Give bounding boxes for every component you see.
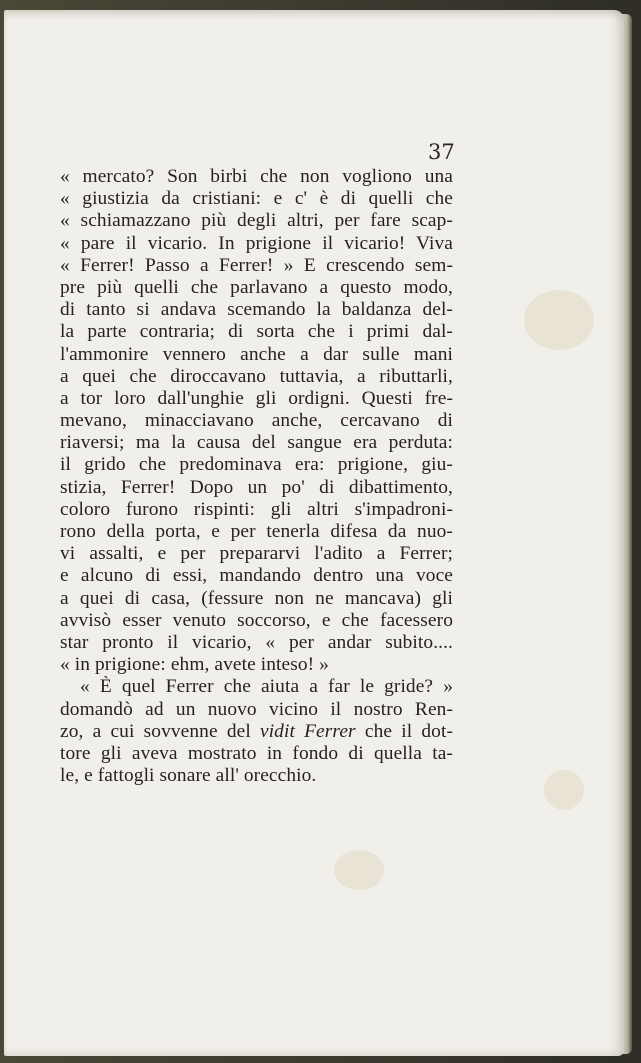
text-line: a quei che diroccavano tuttavia, a ributtarli, bbox=[60, 365, 453, 387]
text-line: stizia, Ferrer! Dopo un po' di dibattimento, bbox=[60, 476, 453, 498]
text-line: « giustizia da cristiani: e c' è di quelli che bbox=[60, 188, 453, 210]
text-line: coloro furono rispinti: gli altri s'impadroni- bbox=[60, 498, 453, 520]
text-line: domandò ad un nuovo vicino il nostro Ren- bbox=[60, 698, 453, 720]
text-line: star pronto il vicario, « per andar subito.... bbox=[60, 631, 453, 653]
text-line: « Ferrer! Passo a Ferrer! » E crescendo sem- bbox=[60, 254, 453, 276]
italic-phrase: vidit Ferrer bbox=[259, 720, 356, 742]
text-line: riaversi; ma la causa del sangue era perduta: bbox=[60, 432, 453, 454]
text-line: « in prigione: ehm, avete inteso! » bbox=[60, 654, 329, 676]
text-line: il grido che predominava era: prigione, giu- bbox=[60, 454, 453, 476]
text-line: « schiamazzano più degli altri, per fare scap- bbox=[60, 210, 453, 232]
text-line: avvisò esser venuto soccorso, e che facessero bbox=[60, 609, 453, 631]
text-fragment: zo, a cui sovvenne del bbox=[60, 720, 251, 742]
text-line: vi assalti, e per prepararvi l'adito a Ferrer; bbox=[60, 543, 453, 565]
text-line: di tanto si andava scemando la baldanza del- bbox=[60, 299, 453, 321]
paper-stain bbox=[524, 290, 594, 350]
text-line: pre più quelli che parlavano a questo modo, bbox=[60, 276, 453, 298]
text-line: mevano, minacciavano anche, cercavano di bbox=[60, 410, 453, 432]
paper-stain bbox=[544, 770, 584, 810]
text-line: a tor loro dall'unghie gli ordigni. Questi fre- bbox=[60, 387, 453, 409]
text-line: le, e fattogli sonare all' orecchio. bbox=[60, 765, 317, 787]
text-line: « pare il vicario. In prigione il vicario! Viva bbox=[60, 232, 453, 254]
text-fragment: che il dot- bbox=[364, 720, 453, 742]
text-line-with-italic bbox=[60, 721, 453, 743]
text-line: rono della porta, e per tenerla difesa da nuo- bbox=[60, 521, 453, 542]
text-line: « mercato? Son birbi che non vogliono una bbox=[60, 166, 453, 187]
body-text bbox=[60, 166, 453, 787]
text-line: « È quel Ferrer che aiuta a far le gride? » bbox=[80, 676, 453, 698]
text-line: l'ammonire vennero anche a dar sulle mani bbox=[60, 343, 453, 365]
text-line: tore gli aveva mostrato in fondo di quella ta- bbox=[60, 742, 453, 764]
text-line: a quei di casa, (fessure non ne mancava) gli bbox=[60, 587, 453, 609]
page-number: 37 bbox=[428, 140, 455, 164]
text-line: la parte contraria; di sorta che i primi dal- bbox=[60, 321, 453, 343]
paper-stain bbox=[334, 850, 384, 890]
text-line: e alcuno di essi, mandando dentro una voce bbox=[60, 565, 453, 587]
